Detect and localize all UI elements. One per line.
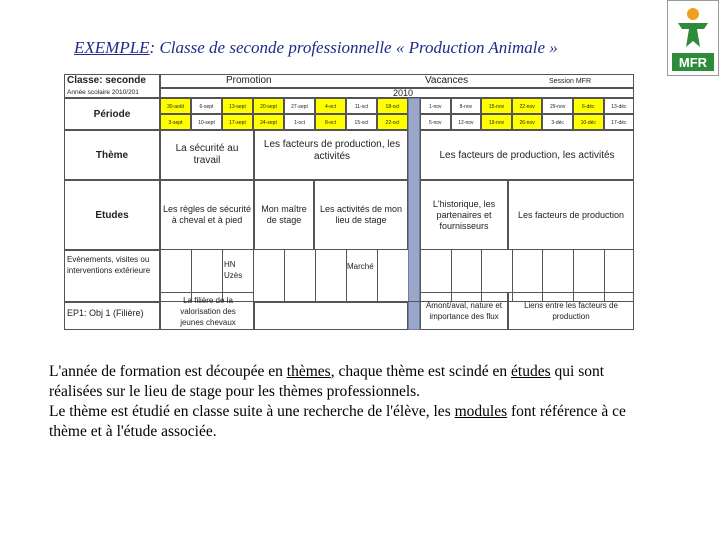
event-hn-uzes: HN Uzès [224, 260, 243, 280]
date-text: 15-oct [354, 120, 369, 126]
explanation-paragraph: L'année de formation est découpée en thèmes, chaque thème est scindé en études qui sont réalisées sur le lieu de stage pour les thèmes professionnels. Le thème est étudié en classe suite à une recherche de l'élève, les modules font référence à ce thème et à l'étude associée. [49, 363, 626, 440]
date-cell-bottom [573, 114, 604, 130]
date-text: 5-nov [429, 120, 442, 126]
date-text: 4-oct [324, 104, 337, 110]
row-label-theme: Thème [64, 130, 160, 180]
date-text: 1-nov [429, 104, 442, 110]
event-marche: Marché [347, 262, 374, 271]
row-label-periode: Période [64, 98, 160, 130]
date-cell-bottom [451, 114, 482, 130]
date-cell-bottom [420, 114, 451, 130]
date-cell-top [160, 98, 191, 114]
date-cell-bottom [512, 114, 543, 130]
date-text: 20-sept [260, 104, 277, 110]
etude-3: Les activités de mon lieu de stage [314, 180, 408, 250]
date-text: 8-oct [324, 120, 337, 126]
row-label-ep1: EP1: Obj 1 (Filière) [64, 302, 160, 330]
date-cell-top [604, 98, 635, 114]
date-cell-top [377, 98, 408, 114]
underlined-themes: thèmes [286, 363, 331, 380]
mfr-logo [667, 0, 719, 76]
date-text: 22-nov [519, 104, 535, 110]
theme-2: Les facteurs de production, les activités [254, 130, 408, 180]
ep1-empty [254, 302, 408, 330]
date-cell-top [512, 98, 543, 114]
date-cell-bottom [377, 114, 408, 130]
date-text: 6-déc [582, 104, 595, 110]
class-label: Classe: seconde [67, 75, 146, 86]
ep1-1: La filière de la valorisation des jeunes chevaux [160, 292, 254, 330]
date-text: 29-nov [550, 104, 566, 110]
date-cell-bottom [253, 114, 284, 130]
logo-text: MFR [678, 55, 708, 70]
date-text: 11-oct [354, 104, 369, 110]
theme-1: La sécurité au travail [160, 130, 254, 180]
header-top-band [160, 74, 634, 88]
date-cell-bottom [346, 114, 377, 130]
year-value: 2010 [393, 88, 414, 98]
date-text: 27-sept [291, 104, 308, 110]
date-cell-top [542, 98, 573, 114]
underlined-etudes: études [511, 363, 551, 380]
date-cell-top [346, 98, 377, 114]
date-cell-top [451, 98, 482, 114]
etude-1: Les règles de sécurité à cheval et à pied [160, 180, 254, 250]
etude-4: L'historique, les partenaires et fournisseurs [420, 180, 508, 250]
date-text: 19-nov [488, 120, 505, 126]
etude-5: Les facteurs de production [508, 180, 634, 250]
date-text: 8-nov [459, 104, 473, 110]
date-text: 10-déc [580, 120, 596, 126]
date-text: 13-sept [229, 104, 246, 110]
etude-2: Mon maître de stage [254, 180, 314, 250]
date-text: 30-août [167, 104, 184, 110]
date-cell-top [481, 98, 512, 114]
date-cell-top [315, 98, 346, 114]
date-text: 10-sept [198, 120, 215, 126]
row-label-evenements: Evènements, visites ou interventions extérieure [64, 250, 160, 302]
date-text: 12-nov [458, 120, 474, 126]
header-class-cell [64, 74, 160, 98]
date-text: 13-déc [611, 104, 627, 110]
date-text: 15-nov [488, 104, 505, 110]
date-text: 24-sept [260, 120, 277, 126]
date-text: 6-sept [199, 104, 214, 110]
row-label-etudes: Etudes [64, 180, 160, 250]
date-text: 17-sept [229, 120, 246, 126]
slide-title [74, 38, 558, 58]
date-cell-bottom [160, 114, 191, 130]
ep1-3: Liens entre les facteurs de production [508, 292, 634, 330]
date-cell-top [222, 98, 253, 114]
date-text: 3-déc [551, 120, 564, 126]
theme-3: Les facteurs de production, les activités [420, 130, 634, 180]
year-label: Année scolaire 2010/201 [67, 89, 139, 96]
year-band [160, 88, 634, 98]
date-cell-bottom [604, 114, 635, 130]
date-cell-bottom [315, 114, 346, 130]
date-cell-bottom [542, 114, 573, 130]
date-text: 17-déc [611, 120, 627, 126]
date-cell-bottom [284, 114, 315, 130]
date-cell-top [284, 98, 315, 114]
date-cell-bottom [191, 114, 222, 130]
planning-table [64, 74, 634, 330]
promotion-label: Promotion [226, 75, 272, 86]
date-text: 1-oct [293, 120, 306, 126]
date-text: 26-nov [519, 120, 535, 126]
date-cell-top [253, 98, 284, 114]
date-cell-top [191, 98, 222, 114]
vacances-label: Vacances [425, 75, 469, 86]
date-text: 18-oct [385, 104, 400, 110]
title-prefix: EXEMPLE [74, 38, 150, 57]
date-cell-bottom [222, 114, 253, 130]
date-cell-top [420, 98, 451, 114]
date-text: 22-oct [385, 120, 400, 126]
date-cell-bottom [481, 114, 512, 130]
date-text: 3-sept [168, 120, 183, 126]
ep1-2: Amont/aval, nature et importance des flux [420, 292, 508, 330]
title-rest: : Classe de seconde professionnelle « Production Animale » [149, 38, 558, 57]
date-cell-top [573, 98, 604, 114]
session-label: Session MFR [549, 78, 592, 85]
underlined-modules: modules [454, 403, 508, 420]
